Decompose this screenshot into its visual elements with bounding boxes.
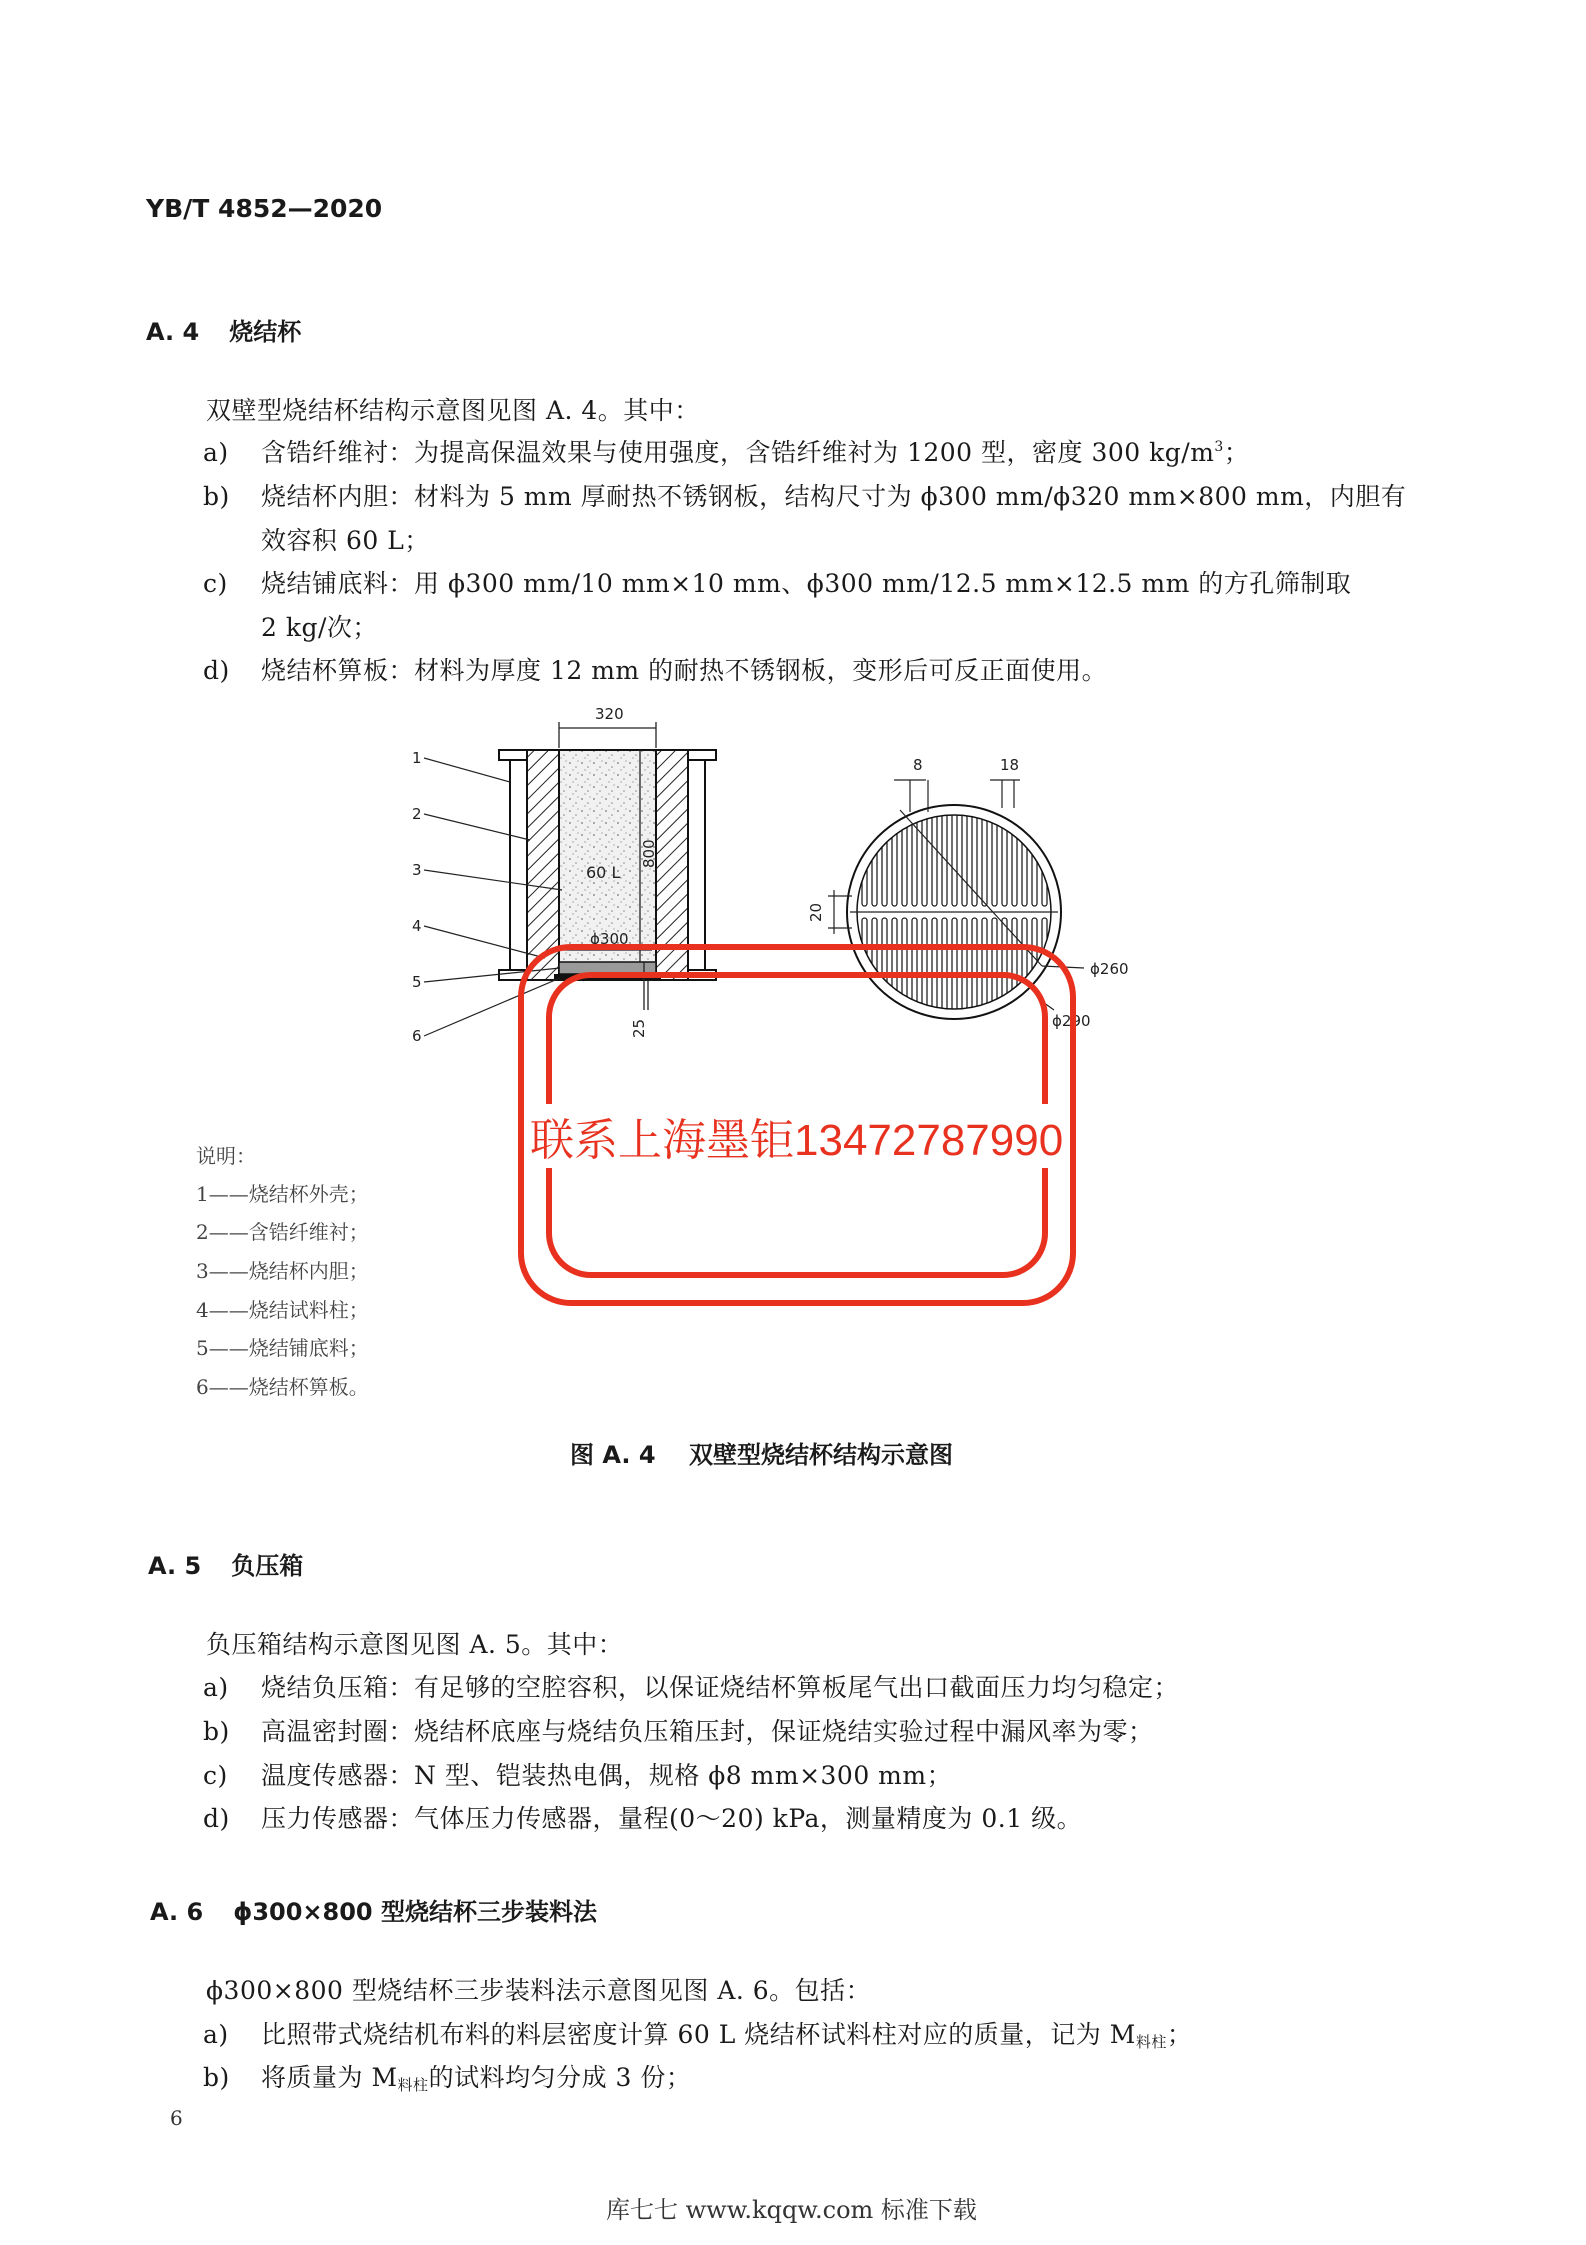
item-tail: ；	[1166, 2020, 1193, 2049]
item-continuation: 2 kg/次；	[261, 613, 378, 642]
section-title: 负压箱	[231, 1552, 304, 1580]
item-tail: 的试料均匀分成 3 份；	[428, 2063, 692, 2092]
item-text: 比照带式烧结机布料的料层密度计算 60 L 烧结杯试料柱对应的质量，记为 M	[261, 2020, 1136, 2049]
item-marker: a)	[203, 438, 229, 467]
top-flange-right	[688, 750, 716, 760]
list-item	[203, 1675, 1179, 1700]
item-text: 高温密封圈：烧结杯底座与烧结负压箱压封，保证烧结实验过程中漏风率为零；	[261, 1717, 1154, 1746]
list-item	[203, 484, 1406, 509]
item-marker: b)	[203, 482, 230, 511]
standard-number: YB/T 4852—2020	[146, 194, 383, 223]
section-a5-intro: 负压箱结构示意图见图 A. 5。其中：	[206, 1630, 624, 1659]
top-flange-left	[499, 750, 527, 760]
list-item	[203, 571, 1351, 596]
item-text: 烧结铺底料：用 ϕ300 mm/10 mm×10 mm、ϕ300 mm/12.5 mm×12.5 mm 的方孔筛制取	[261, 569, 1352, 598]
item-text: 烧结杯内胆：材料为 5 mm 厚耐热不锈钢板，结构尺寸为 ϕ300 mm/ϕ320 mm×800 mm，内胆有	[261, 482, 1407, 511]
section-number: A. 6	[150, 1898, 204, 1926]
item-marker: d)	[203, 1804, 230, 1833]
callout-3: 3	[412, 861, 422, 879]
callout-2: 2	[412, 805, 422, 823]
list-item	[203, 2065, 691, 2093]
dim-20-label: 20	[807, 902, 825, 922]
section-number: A. 5	[148, 1552, 202, 1580]
section-a4-heading	[146, 312, 301, 347]
dim-800-label: 800	[640, 839, 658, 868]
item-text: 压力传感器：气体压力传感器，量程(0～20) kPa，测量精度为 0.1 级。	[261, 1804, 1083, 1833]
callout-6: 6	[412, 1027, 422, 1045]
dia-290-label: ϕ290	[1052, 1012, 1091, 1030]
legend-item: 4——烧结试料柱；	[196, 1298, 369, 1322]
section-a4-intro: 双壁型烧结杯结构示意图见图 A. 4。其中：	[206, 396, 700, 425]
callout-4: 4	[412, 917, 422, 935]
download-footer: 库七七 www.kqqw.com 标准下载	[606, 2196, 977, 2224]
list-item	[203, 2022, 1192, 2050]
dia-300-label: ϕ300	[590, 930, 629, 948]
list-item	[203, 1806, 1082, 1831]
item-continuation: 效容积 60 L；	[261, 526, 430, 555]
dim-320-label: 320	[595, 705, 624, 723]
item-text: 温度传感器：N 型、铠装热电偶，规格 ϕ8 mm×300 mm；	[261, 1761, 953, 1790]
item-tail: ；	[1223, 438, 1250, 467]
item-marker: b)	[203, 2063, 230, 2092]
item-text: 烧结杯箅板：材料为厚度 12 mm 的耐热不锈钢板，变形后可反正面使用。	[261, 656, 1108, 685]
item-text: 含锆纤维衬：为提高保温效果与使用强度，含锆纤维衬为 1200 型，密度 300 kg/m	[261, 438, 1215, 467]
item-marker: a)	[203, 2020, 229, 2049]
volume-label: 60 L	[586, 863, 621, 882]
item-marker: c)	[203, 1761, 228, 1790]
legend-title: 说明：	[196, 1144, 256, 1168]
section-a6-intro: ϕ300×800 型烧结杯三步装料法示意图见图 A. 6。包括：	[206, 1976, 872, 2005]
section-title: 烧结杯	[229, 318, 302, 346]
item-marker: c)	[203, 569, 228, 598]
list-item	[203, 1763, 952, 1788]
legend-item: 5——烧结铺底料；	[196, 1336, 369, 1360]
legend-item: 1——烧结杯外壳；	[196, 1182, 369, 1206]
item-text: 将质量为 M	[261, 2063, 398, 2092]
section-a5-heading	[148, 1546, 303, 1581]
item-subscript: 料柱	[1135, 2033, 1167, 2051]
callout-1: 1	[412, 749, 422, 767]
item-marker: b)	[203, 1717, 230, 1746]
dim-18-label: 18	[1000, 756, 1020, 774]
figure-caption: 图 A. 4 双壁型烧结杯结构示意图	[570, 1441, 953, 1469]
item-marker: a)	[203, 1673, 229, 1702]
section-a6-heading	[150, 1892, 597, 1927]
callout-5: 5	[412, 973, 422, 991]
section-title: ϕ300×800 型烧结杯三步装料法	[233, 1898, 597, 1926]
list-item	[203, 658, 1107, 683]
item-marker: d)	[203, 656, 230, 685]
list-item	[203, 440, 1249, 465]
page-number: 6	[170, 2106, 183, 2130]
section-number: A. 4	[146, 318, 200, 346]
list-item	[203, 1719, 1154, 1744]
legend-item: 2——含锆纤维衬；	[196, 1220, 369, 1244]
legend-item: 6——烧结杯箅板。	[196, 1375, 369, 1399]
item-text: 烧结负压箱：有足够的空腔容积，以保证烧结杯箅板尾气出口截面压力均匀稳定；	[261, 1673, 1180, 1702]
dim-25-label: 25	[630, 1018, 648, 1038]
watermark-text: 联系上海墨钜13472787990	[528, 1104, 1065, 1168]
dim-8-label: 8	[913, 756, 923, 774]
legend-item: 3——烧结杯内胆；	[196, 1259, 369, 1283]
item-superscript: 3	[1214, 439, 1224, 455]
item-subscript: 料柱	[397, 2076, 429, 2094]
dia-260-label: ϕ260	[1090, 960, 1129, 978]
